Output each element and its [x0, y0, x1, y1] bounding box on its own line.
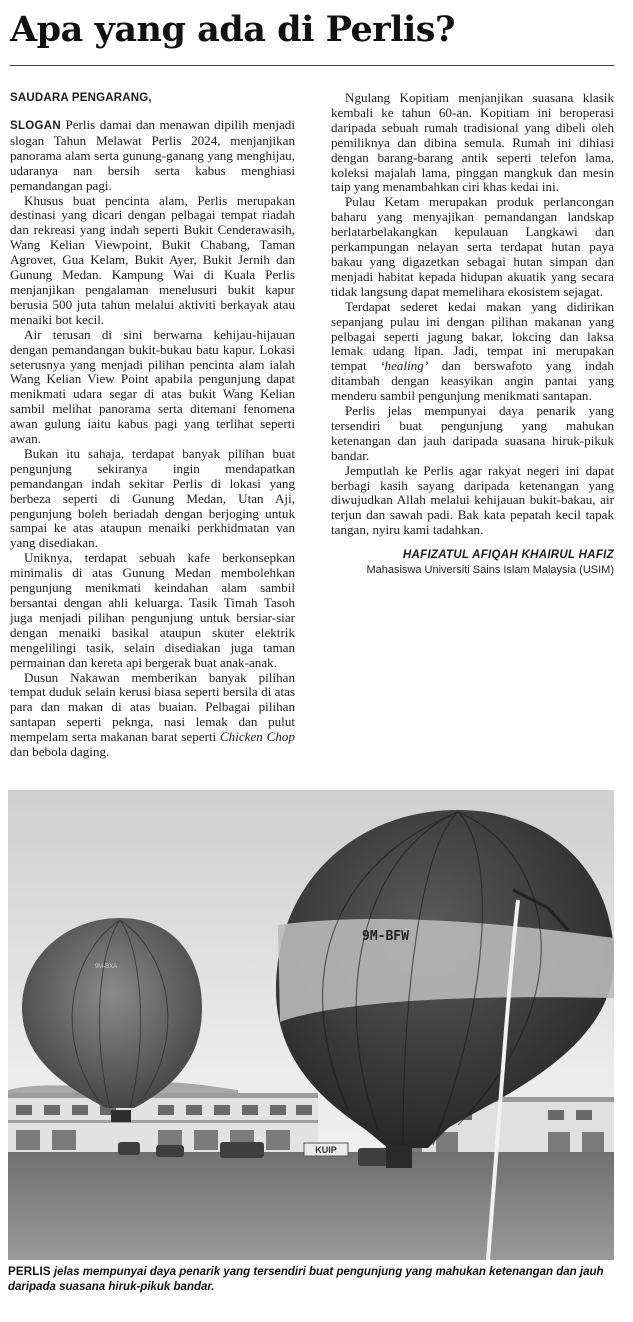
caption-text: jelas mempunyai daya penarik yang tersendiri buat pengunjung yang mahukan ketenangan dan jauh daripada suasana hiruk-pikuk bandar.: [8, 1266, 604, 1293]
article-column-left: [10, 91, 295, 760]
paragraph-9-italic: ‘healing’: [380, 358, 429, 374]
paragraph-3: Air terusan di sini berwarna kehijau-hijauan dengan pemandangan bukit-bukau batu kapur. Lokasi seterusnya yang menjadi pilihan pencinta alam ialah Wang Kelian View Point apabila pengunjung dapat menikmati udara segar di atas bukit Wang Kelian sambil melihat panorama serta ditemani fenomena awan gulung iaitu kabus pagi yang terlihat seperti awan.: [10, 326, 295, 447]
signature-affiliation: Mahasiswa Universiti Sains Islam Malaysia (USIM): [366, 564, 614, 577]
paragraph-8: Pulau Ketam merupakan produk perlancongan baharu yang menyajikan pemandangan landskap berlatarbelakangkan kepulauan Langkawi dan perkampungan nelayan serta terdapat hutan paya bakau yang digazetkan sebagai hutan simpan dan menjadi habitat kepada hidupan akuatik yang secara tidak langsung dapat memelihara ekosistem sejagat.: [331, 194, 614, 299]
caption-lead: PERLIS: [8, 1266, 51, 1278]
photo-caption: [8, 1265, 614, 1295]
headline-rule: [10, 65, 614, 66]
signature: [331, 547, 614, 577]
hot-air-balloon-photo: [8, 790, 614, 1260]
banner: [304, 1143, 348, 1156]
small-balloon-registration: 9M-BXA: [94, 964, 118, 970]
article-column-right: [331, 91, 614, 577]
paragraph-6-text: Dusun Nakawan memberikan banyak pilihan tempat duduk selain kerusi biasa seperti bersila di atas para dan makan di atas buaian. Pelbagai pilihan santapan seperti peknga, nasi lemak dan pulut mempelam serta makanan barat seperti: [10, 669, 295, 745]
photo-illustration: [8, 790, 614, 1260]
paragraph-5: Uniknya, terdapat sebuah kafe berkonsepkan minimalis di atas Gunung Medan membolehkan pengunjung menikmati keindahan alam sambil bersantai dengan ahli keluarga. Tasik Timah Tasoh juga menjadi pilihan pengunjung untuk bersiar-siar dengan menaiki basikal ataupun skuter elektrik mengelilingi tasik, selain disediakan juga taman permainan dan kereta api bergerak buat anak-anak.: [10, 550, 295, 670]
paragraph-1-text: Perlis damai dan menawan dipilih menjadi slogan Tahun Melawat Perlis 2024, menjanjikan panorama alam serta gunung-ganang yang menghijau, udaranya nan bersih serta kabus menghiasi pemandangan pagi.: [10, 117, 295, 193]
shophouses-left: [8, 1093, 318, 1153]
paragraph-9: [331, 300, 614, 404]
paragraph-10: Perlis jelas mempunyai daya penarik yang tersendiri buat pengunjung yang mahukan ketenangan dan jauh daripada suasana hiruk-pikuk bandar.: [331, 403, 614, 463]
signature-name: HAFIZATUL AFIQAH KHAIRUL HAFIZ: [402, 549, 614, 562]
paragraph-7: Ngulang Kopitiam menjanjikan suasana klasik kembali ke tahun 60-an. Kopitiam ini beroperasi daripada sebuah rumah tradisional yang dibeli oleh pemiliknya dan dibina semula. Rumah ini dihiasi dengan barang-barang antik seperti telefon lama, koleksi majalah lama, pinggan mangkuk dan mesin taip yang menambahkan ciri khas kedai ini.: [331, 90, 614, 195]
paragraph-1: [10, 118, 295, 194]
headline: Apa yang ada di Perlis?: [10, 9, 455, 50]
paragraph-6: [10, 671, 295, 760]
large-balloon-registration: 9M-BFW: [362, 929, 409, 944]
paragraph-6-italic: Chicken Chop: [219, 729, 295, 745]
salutation: SAUDARA PENGARANG,: [10, 92, 152, 104]
field: [8, 1152, 614, 1260]
paragraph-6-end: dan bebola daging.: [10, 744, 110, 760]
banner-text: KUIP: [315, 1145, 337, 1155]
paragraph-4: Bukan itu sahaja, terdapat banyak pilihan buat pengunjung sekiranya ingin mendapatkan pemandangan indah sekitar Perlis di lokasi yang berbeza seperti di Gunung Medan, Utan Aji, pengunjung boleh beriadah dengan berjoging untuk sampai ke atas ataupun menaiki perkhidmatan van yang disediakan.: [10, 445, 295, 551]
paragraph-2: Khusus buat pencinta alam, Perlis merupakan destinasi yang dicari dengan pelbagai tempat riadah dan rekreasi yang indah seperti Bukit Cenderawasih, Wang Kelian Viewpoint, Bukit Chabang, Taman Agrovet, Gua Kelam, Bukit Ayer, Bukit Jernih dan Gunung Medan. Kampung Wai di Kuala Perlis menjanjikan pengalaman menelusuri bukit kapur berusia 500 juta tahun melalui aktiviti berkayak atau menaiki bot kecil.: [10, 192, 295, 327]
lead-word: SLOGAN: [10, 120, 61, 132]
paragraph-11: Jemputlah ke Perlis agar rakyat negeri ini dapat berbagi kasih sayang daripada ketenangan yang diwujudkan Allah melalui kehijauan bukit-bakau, air terjun dan sawah padi. Bak kata pepatah kecil tapak tangan, nyiru kami tadahkan.: [331, 462, 614, 538]
paragraph-9-end: dan berswafoto yang indah ditambah dengan keasyikan angin pantai yang menderu sambil pengunjung menikmati santapan.: [331, 358, 614, 404]
paragraph-9-text: Terdapat sederet kedai makan yang didirikan sepanjang pulau ini dengan pilihan makanan yang pelbagai seperti jagung bakar, lokcing dan laksa lemak udang lipan. Jadi, tempat ini merupakan tempat: [331, 298, 614, 374]
